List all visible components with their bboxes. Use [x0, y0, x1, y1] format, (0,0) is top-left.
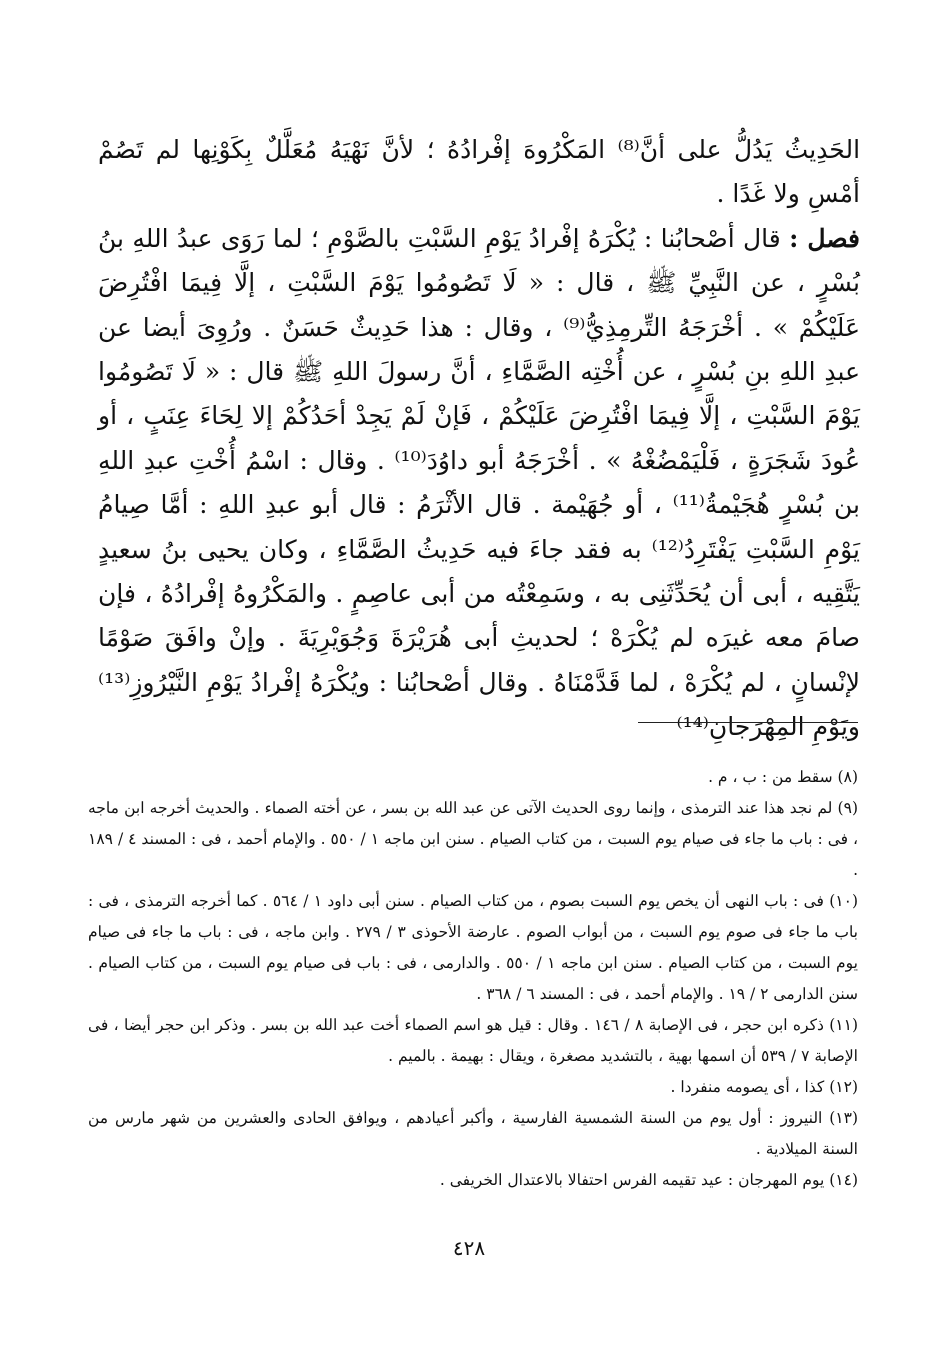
page-number: ٤٢٨ — [452, 1236, 486, 1260]
footnote-10: (١٠) فى : باب النهى أن يخص يوم السبت بصوم ، من كتاب الصيام . سنن أبى داود ١ / ٥٦٤ . كما أخرجه الترمذى ، فى : باب ما جاء فى صوم يوم السبت ، من أبواب الصوم . عارضة الأحوذى ٣ / ٢٧٩ . وابن ماجه ، فى : باب ما جاء فى صيام يوم السبت ، من كتاب الصيام . سنن ابن ماجه ١ / ٥٥٠ . والدارمى ، فى : باب فى صيام يوم السبت ، من كتاب الصيام . سنن الدارمى ٢ / ١٩ . والإمام أحمد ، فى : المسند ٦ / ٣٦٨ . — [88, 892, 858, 1003]
paragraph-2-body: قال أصْحابُنا : يُكْرَهُ إفْرادُ يَوْمِ السَّبْتِ بالصَّوْمِ ؛ لما رَوَى عبدُ اللهِ بنُ بُسْرٍ ، عن النَّبِيِّ ﷺ ، قال : « لَا تَصُومُوا يَوْمَ السَّبْتِ ، إلَّا فِيمَا افْتُرِضَ عَلَيْكُمْ » . أخْرَجَهُ التِّرمِذِيُّ⁽⁹⁾ ، وقال : هذا حَدِيثٌ حَسَنٌ . ورُوِىَ أيضا عن عبدِ اللهِ بنِ بُسْرٍ ، عن أُخْتِه الصَّمَّاءِ ، أنَّ رسولَ اللهِ ﷺ قال : « لَا تَصُومُوا يَوْمَ السَّبْتِ ، إلَّا فِيمَا افْتُرِضَ عَلَيْكُمْ ، فَإنْ لَمْ يَجِدْ أحَدُكُمْ إلا لِحَاءَ عِنَبٍ ، أو عُودَ شَجَرَةٍ ، فَلْيَمْضُغْهُ » . أخْرَجَهُ أبو داوُدَ⁽¹⁰⁾ . وقال : اسْمُ أُخْتِ عبدِ اللهِ بن بُسْرٍ هُجَيْمةُ⁽¹¹⁾ ، أو جُهَيْمة . قال الأثْرَمُ : قال أبو عبدِ اللهِ : أمَّا صِيامُ يَوْمِ السَّبْتِ يَفْتَرِدُ⁽¹²⁾ به فقد جاءَ فيه حَدِيثُ الصَّمَّاءِ ، وكان يحيى بنُ سعيدٍ يَتَّقِيه ، أبى أن يُحَدِّثَنِى به ، وسَمِعْتُه من أبى عاصِمٍ . والمَكْرُوهُ إفْرادُهُ ، فإن صامَ معه غيرَه لم يُكْرَهْ ؛ لحديثِ أبى هُرَيْرَةَ وَجُوَيْرِيَةَ . وإنْ وافَقَ صَوْمًا لإنْسانٍ ، لم يُكْرَهْ ، لما قَدَّمْنَاهُ . وقال أصْحابُنا : ويُكْرَهُ إفْرادُ يَوْمِ النَّيْرُوزِ⁽¹³⁾ ويَوْمِ المِهْرَجانِ⁽¹⁴⁾ — [98, 223, 861, 742]
section-label: فصل : — [789, 223, 860, 253]
footnote-9: (٩) لم نجد هذا عند الترمذى ، وإنما روى الحديث الآتى عن عبد الله بن بسر ، عن أخته الصماء . والحديث أخرجه ابن ماجه ، فى : باب ما جاء فى صيام يوم السبت ، من كتاب الصيام . سنن ابن ماجه ١ / ٥٥٠ . والإمام أحمد ، فى : المسند ٤ / ١٨٩ . — [88, 799, 859, 879]
footnote-11: (١١) ذكره ابن حجر ، فى الإصابة ٨ / ١٤٦ . وقال : قيل هو اسم الصماء أخت عبد الله بن بسر . وذكر ابن حجر أيضا ، فى الإصابة ٧ / ٥٣٩ أن اسمها بهية ، بالتشديد مصغرة ، ويقال : بهيمة . بالميم . — [88, 1016, 858, 1065]
footnote-13: (١٣) النيروز : أول يوم من السنة الشمسية الفارسية ، وأكبر أعيادهم ، ويوافق الحادى والعشرين من شهر مارس من السنة الميلادية . — [88, 1109, 858, 1158]
footnotes — [88, 762, 858, 1196]
paragraph-2 — [98, 217, 860, 750]
paragraph-1: الحَدِيثُ يَدُلُّ على أنَّ⁽⁸⁾ المَكْرُوهَ إفْرادُهُ ؛ لأنَّ نَهْيَهُ مُعَلَّلٌ بِكَوْنِها لم تَصُمْ أمْسِ ولا غَدًا . — [98, 135, 861, 209]
main-text — [98, 128, 860, 750]
footnote-8: (٨) سقط من : ب ، م . — [708, 768, 858, 786]
footnote-14: (١٤) يوم المهرجان : عيد تقيمه الفرس احتفالا بالاعتدال الخريفى . — [439, 1171, 858, 1189]
footnote-divider — [638, 722, 858, 723]
footnote-12: (١٢) كذا ، أى يصومه منفردا . — [670, 1078, 858, 1096]
